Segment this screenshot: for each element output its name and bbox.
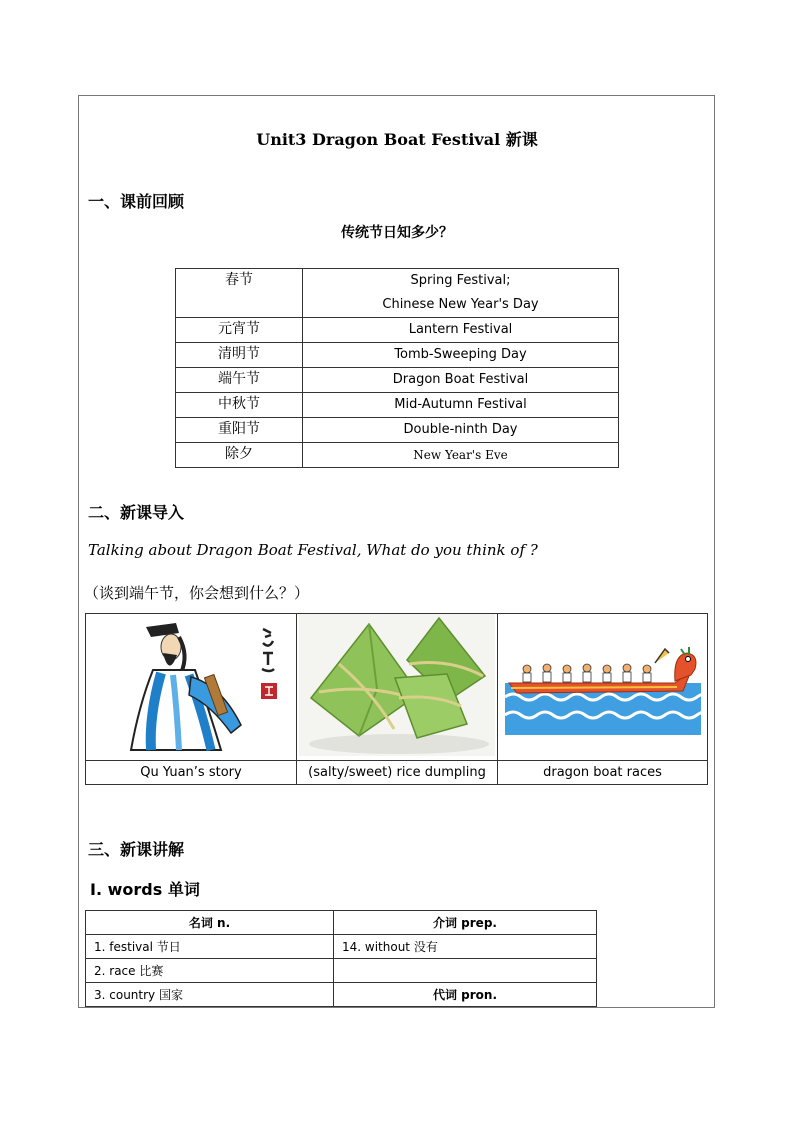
- table-row: [176, 269, 619, 318]
- festival-cn: 中秋节: [176, 393, 303, 418]
- document-title: Unit3 Dragon Boat Festival 新课: [256, 130, 538, 149]
- festival-en: Dragon Boat Festival: [303, 368, 619, 393]
- table-row: [176, 418, 619, 443]
- festival-cn: 春节: [176, 269, 303, 318]
- word-cell: 14. without 没有: [334, 935, 597, 959]
- festival-cn: 元宵节: [176, 318, 303, 343]
- festival-cn: 重阳节: [176, 418, 303, 443]
- dragon-boat-image-cell: [498, 614, 708, 761]
- word-cell: 3. country 国家: [86, 983, 334, 1007]
- festival-en-line: Spring Festival;: [410, 273, 511, 288]
- table-row: [176, 393, 619, 418]
- festival-cn: 除夕: [176, 443, 303, 468]
- table-row: [86, 614, 708, 761]
- table-row: [176, 318, 619, 343]
- section-intro-heading: 二、新课导入: [88, 503, 185, 522]
- word-cell: 1. festival 节日: [86, 935, 334, 959]
- festival-en: Lantern Festival: [303, 318, 619, 343]
- table-row: [86, 959, 597, 983]
- qu-yuan-image-cell: [86, 614, 297, 761]
- festival-en: Tomb-Sweeping Day: [303, 343, 619, 368]
- festival-en-line: Chinese New Year's Day: [382, 297, 539, 312]
- intro-question: Talking about Dragon Boat Festival, What do you think of ?: [88, 541, 538, 559]
- words-header-pron: 代词 pron.: [334, 983, 597, 1007]
- table-row: [86, 983, 597, 1007]
- festival-cn: 清明节: [176, 343, 303, 368]
- festival-cn: 端午节: [176, 368, 303, 393]
- festival-en: [303, 269, 619, 318]
- table-row: [176, 343, 619, 368]
- table-row: [86, 761, 708, 785]
- words-header-noun: 名词 n.: [86, 911, 334, 935]
- section-review-heading: 一、课前回顾: [88, 192, 185, 211]
- picture-caption: dragon boat races: [498, 761, 708, 785]
- section-lesson-heading: 三、新课讲解: [88, 840, 185, 859]
- table-row: [86, 935, 597, 959]
- words-heading: Ⅰ. words 单词: [90, 880, 200, 899]
- table-row: [86, 911, 597, 935]
- festival-en: New Year's Eve: [303, 443, 619, 468]
- word-cell: 2. race 比赛: [86, 959, 334, 983]
- festival-en: Double-ninth Day: [303, 418, 619, 443]
- picture-table: [85, 613, 708, 785]
- table-row: [176, 368, 619, 393]
- picture-caption: (salty/sweet) rice dumpling: [297, 761, 498, 785]
- words-header-prep: 介词 prep.: [334, 911, 597, 935]
- word-cell: [334, 959, 597, 983]
- festival-table: [175, 268, 619, 468]
- festival-en: Mid-Autumn Festival: [303, 393, 619, 418]
- dragon-boat-illustration: [505, 635, 701, 735]
- table-row: [176, 443, 619, 468]
- intro-note: （谈到端午节，你会想到什么？）: [84, 584, 310, 602]
- rice-dumpling-illustration: [299, 614, 495, 756]
- festival-table-title: 传统节日知多少？: [341, 225, 453, 241]
- zongzi-image-cell: [297, 614, 498, 761]
- picture-caption: Qu Yuan’s story: [86, 761, 297, 785]
- words-table: [85, 910, 597, 1007]
- qu-yuan-illustration: [91, 615, 291, 755]
